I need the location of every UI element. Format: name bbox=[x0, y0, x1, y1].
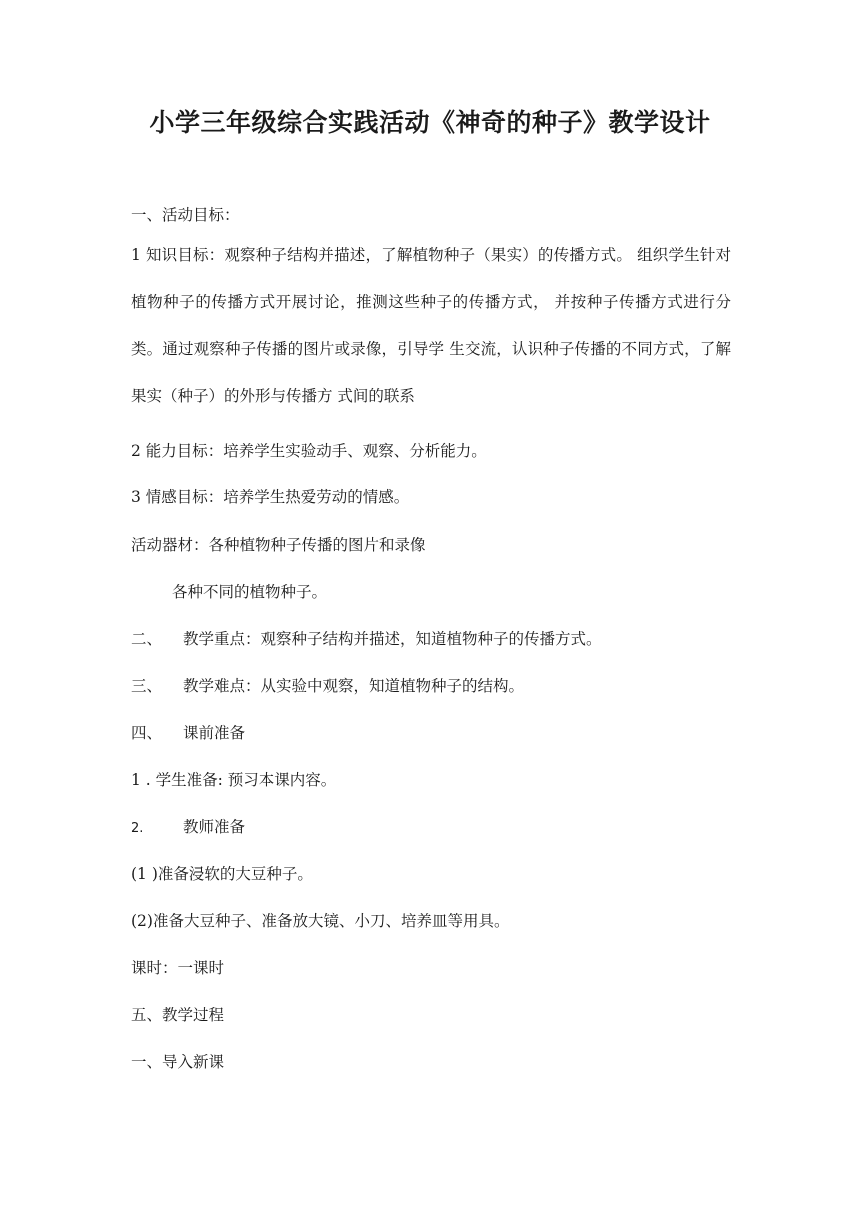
document-title: 小学三年级综合实践活动《神奇的种子》教学设计 bbox=[149, 108, 711, 137]
key-point-text: 教学重点：观察种子结构并描述，知道植物种子的传播方式。 bbox=[183, 630, 602, 648]
key-point-number: 二、 bbox=[131, 630, 163, 648]
student-preparation: 1 . 学生准备: 预习本课内容。 bbox=[131, 771, 337, 789]
equipment-line-2: 各种不同的植物种子。 bbox=[172, 583, 328, 601]
process-heading: 五、教学过程 bbox=[131, 1006, 225, 1024]
difficult-point bbox=[131, 674, 524, 698]
equipment-line-1: 活动器材：各种植物种子传播的图片和录像 bbox=[131, 536, 426, 554]
teacher-preparation-number: 2. bbox=[131, 821, 144, 836]
knowledge-goal-paragraph: 1 知识目标：观察种子结构并描述，了解植物种子（果实）的传播方式。 组织学生针对植物种子的传播方式开展讨论，推测这些种子的传播方式， 并按种子传播方式进行分类。通过观察种子传播的图片或录像，引导学 生交流，认识种子传播的不同方式，了解果实（种子）的外形与传播方 式间的联系 bbox=[131, 246, 731, 405]
preparation-number: 四、 bbox=[131, 724, 163, 742]
preparation-text: 课前准备 bbox=[183, 724, 246, 742]
preparation-item-2: (2)准备大豆种子、准备放大镜、小刀、培养皿等用具。 bbox=[131, 912, 510, 930]
intro-heading: 一、导入新课 bbox=[131, 1053, 225, 1071]
preparation-heading bbox=[131, 721, 245, 745]
emotion-goal: 3 情感目标：培养学生热爱劳动的情感。 bbox=[131, 488, 410, 506]
class-hours: 课时：一课时 bbox=[131, 959, 225, 977]
difficult-point-number: 三、 bbox=[131, 677, 163, 695]
difficult-point-text: 教学难点：从实验中观察，知道植物种子的结构。 bbox=[183, 677, 525, 695]
ability-goal: 2 能力目标：培养学生实验动手、观察、分析能力。 bbox=[131, 442, 487, 460]
key-point bbox=[131, 627, 602, 651]
teacher-preparation bbox=[131, 815, 245, 841]
teacher-preparation-text: 教师准备 bbox=[183, 818, 246, 836]
section-heading-goals: 一、活动目标： bbox=[131, 206, 240, 224]
preparation-item-1: (1 )准备浸软的大豆种子。 bbox=[131, 865, 313, 883]
